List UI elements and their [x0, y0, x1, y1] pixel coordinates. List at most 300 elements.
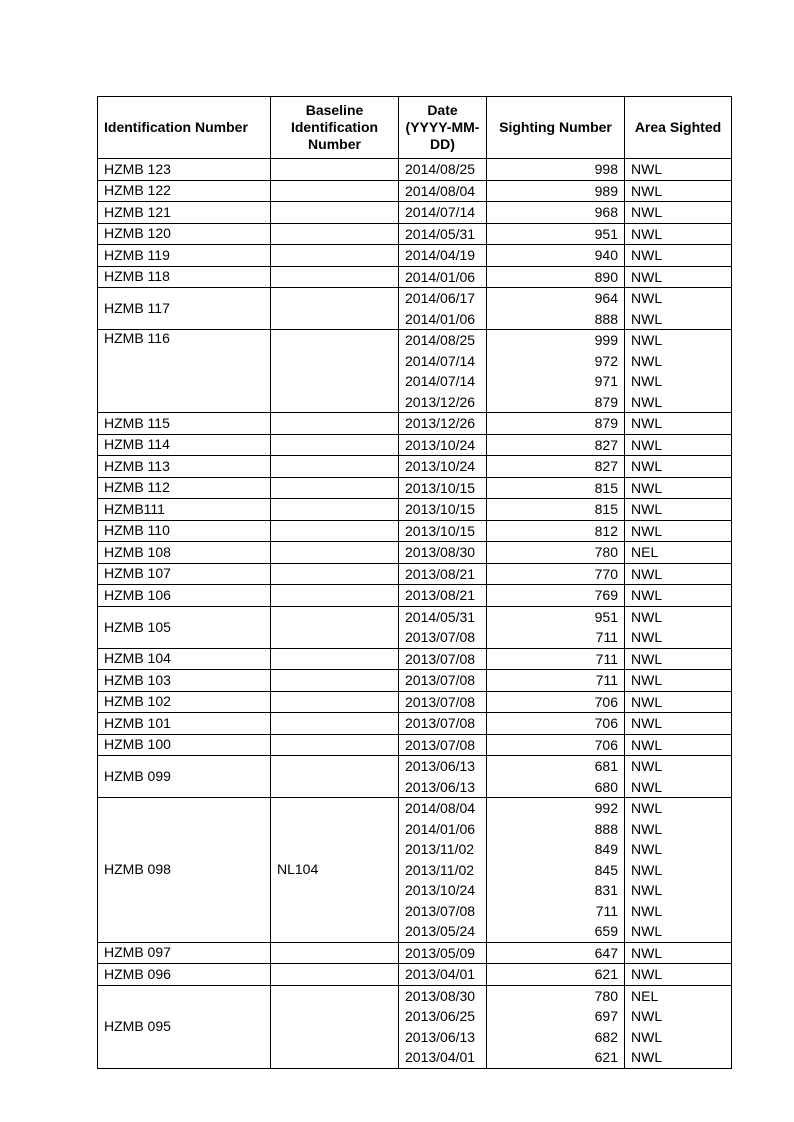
area-sighted-value: NWL	[631, 415, 663, 431]
sighting-number-cell	[487, 202, 625, 224]
area-sighted-value: NEL	[631, 987, 659, 1004]
area-sighted-value: NWL	[631, 436, 663, 453]
sighting-number-value: 964	[594, 290, 618, 306]
date-cell	[399, 202, 487, 224]
sighting-number-value: 780	[594, 544, 618, 560]
sighting-number-value: 951	[594, 225, 618, 242]
table-row	[98, 542, 732, 564]
sighting-number-value: 972	[594, 352, 618, 369]
date-cell	[399, 477, 487, 499]
sighting-number-value: 999	[594, 332, 618, 348]
date-value: 2013/06/13	[405, 778, 476, 795]
table-row	[98, 456, 732, 478]
area-sighted-value: NWL	[631, 247, 663, 263]
area-sighted-value: NWL	[631, 758, 663, 774]
baseline-identification-cell	[271, 180, 399, 202]
sighting-number-cell	[487, 542, 625, 564]
table-row	[98, 798, 732, 943]
date-cell	[399, 585, 487, 607]
area-sighted-cell	[625, 606, 732, 648]
date-cell	[399, 563, 487, 585]
date-value: 2013/04/01	[405, 966, 476, 982]
area-sighted-cell	[625, 670, 732, 692]
date-value: 2013/10/15	[405, 479, 476, 496]
sighting-number-cell	[487, 964, 625, 986]
identification-number-cell: HZMB 097	[98, 942, 271, 964]
sighting-number-cell	[487, 477, 625, 499]
area-sighted-cell	[625, 563, 732, 585]
sighting-number-value: 992	[594, 800, 618, 816]
area-sighted-cell	[625, 585, 732, 607]
date-value: 2013/07/08	[405, 629, 476, 645]
date-cell	[399, 691, 487, 713]
baseline-identification-cell	[271, 542, 399, 564]
baseline-identification-cell	[271, 942, 399, 964]
date-cell	[399, 985, 487, 1068]
area-sighted-cell	[625, 159, 732, 181]
table-row	[98, 756, 732, 798]
area-sighted-value: NWL	[631, 479, 663, 496]
sighting-number-value: 697	[594, 1008, 618, 1024]
baseline-identification-cell	[271, 477, 399, 499]
area-sighted-cell	[625, 499, 732, 521]
date-cell	[399, 330, 487, 413]
sighting-number-value: 706	[594, 693, 618, 710]
area-sighted-value: NWL	[631, 565, 663, 582]
area-sighted-cell	[625, 734, 732, 756]
date-cell	[399, 223, 487, 245]
sighting-number-value: 770	[594, 565, 618, 582]
area-sighted-value: NWL	[631, 966, 663, 982]
table-row	[98, 563, 732, 585]
area-sighted-value: NWL	[631, 800, 663, 816]
date-cell	[399, 734, 487, 756]
date-cell	[399, 520, 487, 542]
sighting-number-cell	[487, 288, 625, 330]
sighting-number-value: 682	[594, 1028, 618, 1045]
sighting-number-value: 845	[594, 861, 618, 878]
baseline-identification-cell	[271, 734, 399, 756]
date-value: 2013/08/30	[405, 544, 476, 560]
area-sighted-cell	[625, 456, 732, 478]
baseline-identification-cell	[271, 563, 399, 585]
date-value: 2013/10/24	[405, 458, 476, 474]
table-row	[98, 942, 732, 964]
identification-number-cell: HZMB 122	[98, 180, 271, 202]
baseline-identification-cell	[271, 245, 399, 267]
date-value: 2013/05/09	[405, 944, 476, 961]
table-row	[98, 648, 732, 670]
sighting-number-cell	[487, 223, 625, 245]
identification-number-cell: HZMB 106	[98, 585, 271, 607]
baseline-identification-cell	[271, 223, 399, 245]
date-value: 2013/05/24	[405, 923, 476, 939]
identification-number-cell: HZMB 096	[98, 964, 271, 986]
date-value: 2013/07/08	[405, 693, 476, 710]
header-baseline-identification-number: Baseline Identification Number	[271, 97, 399, 159]
date-value: 2013/06/13	[405, 1028, 476, 1045]
date-value: 2014/08/25	[405, 332, 476, 348]
sighting-number-cell	[487, 942, 625, 964]
identification-number-cell: HZMB 101	[98, 713, 271, 735]
area-sighted-value: NWL	[631, 587, 663, 603]
table-row	[98, 520, 732, 542]
sighting-number-cell	[487, 606, 625, 648]
area-sighted-value: NWL	[631, 310, 663, 327]
date-value: 2013/10/15	[405, 522, 476, 539]
area-sighted-value: NWL	[631, 672, 663, 688]
sighting-number-value: 815	[594, 501, 618, 517]
baseline-identification-cell	[271, 434, 399, 456]
date-value: 2013/07/08	[405, 736, 476, 753]
sighting-number-value: 711	[595, 650, 618, 667]
area-sighted-value: NWL	[631, 841, 663, 857]
table-row	[98, 670, 732, 692]
date-value: 2013/11/02	[405, 841, 475, 857]
identification-number-cell: HZMB 107	[98, 563, 271, 585]
area-sighted-value: NWL	[631, 629, 663, 645]
date-value: 2013/08/21	[405, 565, 476, 582]
area-sighted-value: NWL	[631, 268, 663, 285]
date-value: 2014/08/25	[405, 161, 476, 177]
identification-number-cell: HZMB 108	[98, 542, 271, 564]
date-cell	[399, 542, 487, 564]
sighting-number-value: 827	[594, 458, 618, 474]
baseline-identification-cell	[271, 648, 399, 670]
date-value: 2014/08/04	[405, 182, 476, 199]
area-sighted-value: NWL	[631, 693, 663, 710]
area-sighted-cell	[625, 964, 732, 986]
sighting-number-value: 827	[594, 436, 618, 453]
sighting-number-cell	[487, 266, 625, 288]
sighting-number-value: 711	[595, 629, 618, 645]
sighting-number-value: 711	[595, 672, 618, 688]
identification-number-cell: HZMB 112	[98, 477, 271, 499]
area-sighted-cell	[625, 648, 732, 670]
identification-number-cell: HZMB 121	[98, 202, 271, 224]
date-cell	[399, 942, 487, 964]
baseline-identification-cell	[271, 499, 399, 521]
table-row	[98, 606, 732, 648]
date-cell	[399, 756, 487, 798]
area-sighted-value: NWL	[631, 182, 663, 199]
date-value: 2013/10/24	[405, 436, 476, 453]
date-cell	[399, 606, 487, 648]
area-sighted-value: NWL	[631, 501, 663, 517]
sighting-number-value: 621	[594, 1049, 618, 1065]
sighting-number-value: 812	[594, 522, 618, 539]
sighting-number-value: 888	[594, 820, 618, 837]
sighting-number-cell	[487, 413, 625, 435]
date-cell	[399, 266, 487, 288]
date-value: 2013/06/13	[405, 758, 476, 774]
area-sighted-cell	[625, 180, 732, 202]
date-value: 2014/01/06	[405, 310, 476, 327]
sighting-number-value: 998	[594, 161, 618, 177]
date-value: 2014/07/14	[405, 373, 476, 389]
area-sighted-value: NWL	[631, 902, 663, 919]
sighting-number-value: 769	[594, 587, 618, 603]
table-row	[98, 499, 732, 521]
table-row	[98, 434, 732, 456]
identification-number-cell: HZMB 120	[98, 223, 271, 245]
area-sighted-cell	[625, 691, 732, 713]
sighting-number-value: 940	[594, 247, 618, 263]
table-row	[98, 585, 732, 607]
area-sighted-cell	[625, 245, 732, 267]
sighting-number-value: 831	[594, 882, 618, 898]
area-sighted-value: NWL	[631, 923, 663, 939]
area-sighted-value: NWL	[631, 225, 663, 242]
baseline-identification-cell	[271, 606, 399, 648]
table-row	[98, 202, 732, 224]
baseline-identification-cell	[271, 585, 399, 607]
baseline-identification-cell	[271, 202, 399, 224]
table-row	[98, 691, 732, 713]
area-sighted-value: NWL	[631, 204, 663, 220]
date-value: 2014/07/14	[405, 204, 476, 220]
sighting-number-cell	[487, 585, 625, 607]
identification-number-cell: HZMB 119	[98, 245, 271, 267]
area-sighted-value: NWL	[631, 608, 663, 625]
baseline-identification-cell	[271, 288, 399, 330]
identification-number-cell: HZMB 113	[98, 456, 271, 478]
identification-number-cell: HZMB 117	[98, 288, 271, 330]
table-row	[98, 713, 732, 735]
area-sighted-cell	[625, 756, 732, 798]
table-row	[98, 734, 732, 756]
date-value: 2013/12/26	[405, 415, 476, 431]
sighting-number-value: 888	[594, 310, 618, 327]
sighting-number-cell	[487, 648, 625, 670]
identification-number-cell: HZMB 099	[98, 756, 271, 798]
area-sighted-cell	[625, 413, 732, 435]
date-value: 2013/07/08	[405, 672, 476, 688]
baseline-identification-cell	[271, 964, 399, 986]
area-sighted-value: NEL	[631, 544, 659, 560]
sighting-number-value: 681	[594, 758, 618, 774]
sighting-number-cell	[487, 520, 625, 542]
sighting-number-value: 951	[594, 608, 618, 625]
date-value: 2014/01/06	[405, 820, 476, 837]
date-cell	[399, 499, 487, 521]
sighting-number-cell	[487, 434, 625, 456]
identification-number-cell: HZMB 105	[98, 606, 271, 648]
identification-number-cell: HZMB 110	[98, 520, 271, 542]
area-sighted-cell	[625, 713, 732, 735]
table-row	[98, 985, 732, 1068]
sighting-number-value: 815	[594, 479, 618, 496]
area-sighted-value: NWL	[631, 373, 663, 389]
area-sighted-value: NWL	[631, 290, 663, 306]
sighting-number-cell	[487, 691, 625, 713]
baseline-identification-cell	[271, 330, 399, 413]
area-sighted-value: NWL	[631, 882, 663, 898]
sighting-number-value: 879	[594, 393, 618, 410]
area-sighted-value: NWL	[631, 861, 663, 878]
sighting-number-cell	[487, 713, 625, 735]
sighting-number-cell	[487, 563, 625, 585]
identification-number-cell: HZMB 104	[98, 648, 271, 670]
date-value: 2013/08/21	[405, 587, 476, 603]
date-cell	[399, 798, 487, 943]
date-value: 2013/07/08	[405, 650, 476, 667]
sighting-number-value: 706	[594, 736, 618, 753]
identification-number-cell: HZMB 118	[98, 266, 271, 288]
date-cell	[399, 434, 487, 456]
table-row	[98, 223, 732, 245]
area-sighted-value: NWL	[631, 1028, 663, 1045]
area-sighted-cell	[625, 477, 732, 499]
table-row	[98, 477, 732, 499]
date-value: 2014/06/17	[405, 290, 476, 306]
area-sighted-cell	[625, 942, 732, 964]
area-sighted-value: NWL	[631, 1049, 663, 1065]
sighting-number-value: 968	[594, 204, 618, 220]
sighting-number-value: 647	[594, 944, 618, 961]
sighting-number-value: 706	[594, 715, 618, 731]
area-sighted-cell	[625, 520, 732, 542]
header-sighting-number: Sighting Number	[487, 97, 625, 159]
identification-number-cell: HZMB 115	[98, 413, 271, 435]
area-sighted-value: NWL	[631, 161, 663, 177]
sighting-number-cell	[487, 798, 625, 943]
date-value: 2013/04/01	[405, 1049, 476, 1065]
table-row	[98, 330, 732, 413]
header-identification-number: Identification Number	[98, 97, 271, 159]
header-row	[98, 97, 732, 159]
sighting-number-cell	[487, 456, 625, 478]
area-sighted-value: NWL	[631, 736, 663, 753]
date-value: 2014/01/06	[405, 268, 476, 285]
table-row	[98, 964, 732, 986]
sighting-number-value: 989	[594, 182, 618, 199]
area-sighted-cell	[625, 223, 732, 245]
baseline-identification-cell	[271, 520, 399, 542]
sighting-number-value: 711	[595, 902, 618, 919]
date-cell	[399, 456, 487, 478]
date-value: 2013/10/15	[405, 501, 476, 517]
date-value: 2013/06/25	[405, 1008, 476, 1024]
sighting-number-cell	[487, 330, 625, 413]
sighting-number-cell	[487, 670, 625, 692]
sighting-number-cell	[487, 499, 625, 521]
area-sighted-value: NWL	[631, 778, 663, 795]
date-value: 2014/07/14	[405, 352, 476, 369]
sighting-number-value: 659	[594, 923, 618, 939]
date-cell	[399, 180, 487, 202]
sighting-number-value: 849	[594, 841, 618, 857]
identification-number-cell: HZMB 100	[98, 734, 271, 756]
area-sighted-value: NWL	[631, 332, 663, 348]
sighting-number-value: 621	[594, 966, 618, 982]
sighting-table	[97, 96, 732, 1069]
date-cell	[399, 670, 487, 692]
baseline-identification-cell	[271, 713, 399, 735]
sighting-number-cell	[487, 734, 625, 756]
area-sighted-value: NWL	[631, 522, 663, 539]
date-value: 2013/07/08	[405, 902, 476, 919]
identification-number-cell: HZMB 098	[98, 798, 271, 943]
identification-number-cell: HZMB 103	[98, 670, 271, 692]
area-sighted-value: NWL	[631, 820, 663, 837]
area-sighted-value: NWL	[631, 393, 663, 410]
area-sighted-cell	[625, 330, 732, 413]
identification-number-cell: HZMB 116	[98, 330, 271, 413]
sighting-number-value: 780	[594, 987, 618, 1004]
date-value: 2013/08/30	[405, 987, 476, 1004]
area-sighted-value: NWL	[631, 458, 663, 474]
sighting-number-cell	[487, 180, 625, 202]
date-value: 2014/08/04	[405, 800, 476, 816]
header-date: Date (YYYY-MM-DD)	[399, 97, 487, 159]
area-sighted-cell	[625, 202, 732, 224]
sighting-number-cell	[487, 159, 625, 181]
sighting-number-value: 879	[594, 415, 618, 431]
baseline-identification-cell	[271, 670, 399, 692]
date-value: 2014/05/31	[405, 608, 476, 625]
area-sighted-cell	[625, 798, 732, 943]
baseline-identification-cell: NL104	[271, 798, 399, 943]
date-value: 2013/10/24	[405, 882, 476, 898]
table-row	[98, 266, 732, 288]
area-sighted-cell	[625, 542, 732, 564]
area-sighted-cell	[625, 985, 732, 1068]
sighting-number-value: 971	[594, 373, 618, 389]
baseline-identification-cell	[271, 985, 399, 1068]
sighting-number-value: 680	[594, 778, 618, 795]
sighting-number-value: 890	[594, 268, 618, 285]
baseline-identification-cell	[271, 691, 399, 713]
date-value: 2014/04/19	[405, 247, 476, 263]
area-sighted-cell	[625, 288, 732, 330]
table-row	[98, 159, 732, 181]
area-sighted-value: NWL	[631, 1008, 663, 1024]
header-area-sighted: Area Sighted	[625, 97, 732, 159]
table-row	[98, 413, 732, 435]
date-value: 2014/05/31	[405, 225, 476, 242]
baseline-identification-cell	[271, 756, 399, 798]
baseline-identification-cell	[271, 266, 399, 288]
date-cell	[399, 245, 487, 267]
date-cell	[399, 288, 487, 330]
sighting-number-cell	[487, 985, 625, 1068]
area-sighted-value: NWL	[631, 944, 663, 961]
table-body	[98, 159, 732, 1069]
identification-number-cell: HZMB 095	[98, 985, 271, 1068]
area-sighted-value: NWL	[631, 650, 663, 667]
identification-number-cell: HZMB111	[98, 499, 271, 521]
sighting-number-cell	[487, 245, 625, 267]
date-value: 2013/07/08	[405, 715, 476, 731]
date-cell	[399, 964, 487, 986]
baseline-identification-cell	[271, 159, 399, 181]
baseline-identification-cell	[271, 413, 399, 435]
date-cell	[399, 413, 487, 435]
date-value: 2013/11/02	[405, 861, 475, 878]
date-cell	[399, 159, 487, 181]
date-cell	[399, 713, 487, 735]
baseline-identification-cell	[271, 456, 399, 478]
area-sighted-value: NWL	[631, 715, 663, 731]
area-sighted-cell	[625, 266, 732, 288]
identification-number-cell: HZMB 102	[98, 691, 271, 713]
table-row	[98, 245, 732, 267]
identification-number-cell: HZMB 114	[98, 434, 271, 456]
identification-number-cell: HZMB 123	[98, 159, 271, 181]
sighting-number-cell	[487, 756, 625, 798]
area-sighted-value: NWL	[631, 352, 663, 369]
